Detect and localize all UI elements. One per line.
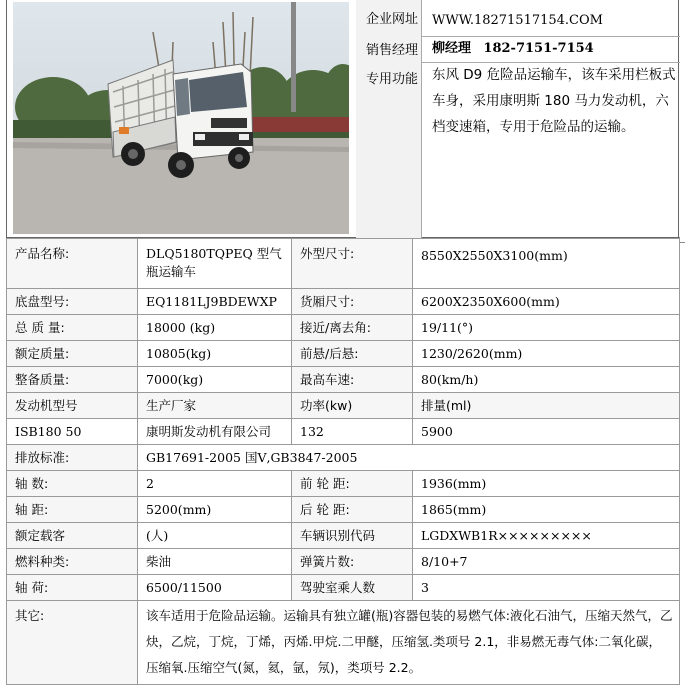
dimensions-value: 8550X2550X3100(mm) xyxy=(413,239,680,289)
emission-value: GB17691-2005 国Ⅴ,GB3847-2005 xyxy=(138,445,680,471)
chassis-label: 底盘型号: xyxy=(7,289,138,315)
speed-value: 80(km/h) xyxy=(413,367,680,393)
vin-value: LGDXWB1R××××××××× xyxy=(413,523,680,549)
spec-row xyxy=(7,239,680,289)
angle-value: 19/11(°) xyxy=(413,315,680,341)
manager-label: 销售经理 xyxy=(356,36,422,62)
springs-label: 弹簧片数: xyxy=(292,549,413,575)
rated-mass-value: 10805(kg) xyxy=(138,341,292,367)
angle-label: 接近/离去角: xyxy=(292,315,413,341)
website-label: 企业网址 xyxy=(356,0,422,36)
power-label: 功率(kw) xyxy=(292,393,413,419)
displacement-label: 排量(ml) xyxy=(413,393,680,419)
spec-row xyxy=(7,523,680,549)
product-name-label: 产品名称: xyxy=(7,239,138,289)
axle-load-value: 6500/11500 xyxy=(138,575,292,601)
function-value: 东风 D9 危险品运输车，该车采用栏板式车身，采用康明斯 180 马力发动机，六档变速箱，专用于危险品的运输。 xyxy=(432,67,676,135)
chassis-value: EQ1181LJ9BDEWXP xyxy=(138,289,292,315)
website-value[interactable]: WWW.18271517154.COM xyxy=(432,13,603,28)
spec-row xyxy=(7,601,680,685)
rated-mass-label: 额定质量: xyxy=(7,341,138,367)
spec-row xyxy=(7,575,680,601)
other-label: 其它: xyxy=(7,601,138,685)
spec-row xyxy=(7,393,680,419)
fuel-label: 燃料种类: xyxy=(7,549,138,575)
manager-row xyxy=(356,36,680,63)
dimensions-label: 外型尺寸: xyxy=(292,239,413,289)
spec-row xyxy=(7,289,680,315)
manager-value xyxy=(426,36,680,62)
engine-label: 发动机型号 xyxy=(7,393,138,419)
manager-phone: 182-7151-7154 xyxy=(483,41,594,56)
speed-label: 最高车速: xyxy=(292,367,413,393)
website-row xyxy=(356,0,680,37)
truck-illustration xyxy=(13,2,349,234)
spec-row xyxy=(7,341,680,367)
engine-value: ISB180 50 xyxy=(7,419,138,445)
header-section xyxy=(6,0,679,238)
spec-row xyxy=(7,445,680,471)
axles-label: 轴 数: xyxy=(7,471,138,497)
spec-row xyxy=(7,497,680,523)
maker-label: 生产厂家 xyxy=(138,393,292,419)
overhang-label: 前悬/后悬: xyxy=(292,341,413,367)
cab-value: 3 xyxy=(413,575,680,601)
passengers-label: 额定载客 xyxy=(7,523,138,549)
vin-label: 车辆识别代码 xyxy=(292,523,413,549)
wheelbase-value: 5200(mm) xyxy=(138,497,292,523)
manager-name: 柳经理 xyxy=(432,41,472,56)
cargo-label: 货厢尺寸: xyxy=(292,289,413,315)
spec-table xyxy=(6,238,680,685)
springs-value: 8/10+7 xyxy=(413,549,680,575)
axle-load-label: 轴 荷: xyxy=(7,575,138,601)
axles-value: 2 xyxy=(138,471,292,497)
emission-label: 排放标准: xyxy=(7,445,138,471)
fuel-value: 柴油 xyxy=(138,549,292,575)
front-track-value: 1936(mm) xyxy=(413,471,680,497)
other-value: 该车适用于危险品运输。运输具有独立罐(瓶)容器包装的易燃气体:液化石油气，压缩天然气，乙炔，乙烷，丁烷，丁烯，丙烯.甲烷.二甲醚，压缩氢.类项号 2.1，非易燃无毒气体:二氧化碳，压缩氧.压缩空气(氮，氦，氩，氖)，类项号 2.2。 xyxy=(138,601,680,685)
function-label: 专用功能 xyxy=(356,62,422,238)
cab-label: 驾驶室乘人数 xyxy=(292,575,413,601)
curb-mass-label: 整备质量: xyxy=(7,367,138,393)
spec-row xyxy=(7,419,680,445)
total-mass-value: 18000 (kg) xyxy=(138,315,292,341)
truck-photo xyxy=(13,2,349,234)
curb-mass-value: 7000(kg) xyxy=(138,367,292,393)
rear-track-label: 后 轮 距: xyxy=(292,497,413,523)
spec-row xyxy=(7,549,680,575)
overhang-value: 1230/2620(mm) xyxy=(413,341,680,367)
power-value: 132 xyxy=(292,419,413,445)
front-track-label: 前 轮 距: xyxy=(292,471,413,497)
function-row xyxy=(356,62,680,238)
spec-row xyxy=(7,367,680,393)
displacement-value: 5900 xyxy=(413,419,680,445)
rear-track-value: 1865(mm) xyxy=(413,497,680,523)
total-mass-label: 总 质 量: xyxy=(7,315,138,341)
header-info xyxy=(356,0,680,238)
spec-row xyxy=(7,315,680,341)
cargo-value: 6200X2350X600(mm) xyxy=(413,289,680,315)
wheelbase-label: 轴 距: xyxy=(7,497,138,523)
passengers-value: (人) xyxy=(138,523,292,549)
maker-value: 康明斯发动机有限公司 xyxy=(138,419,292,445)
product-name-value: DLQ5180TQPEQ 型气瓶运输车 xyxy=(138,239,292,289)
spec-row xyxy=(7,471,680,497)
